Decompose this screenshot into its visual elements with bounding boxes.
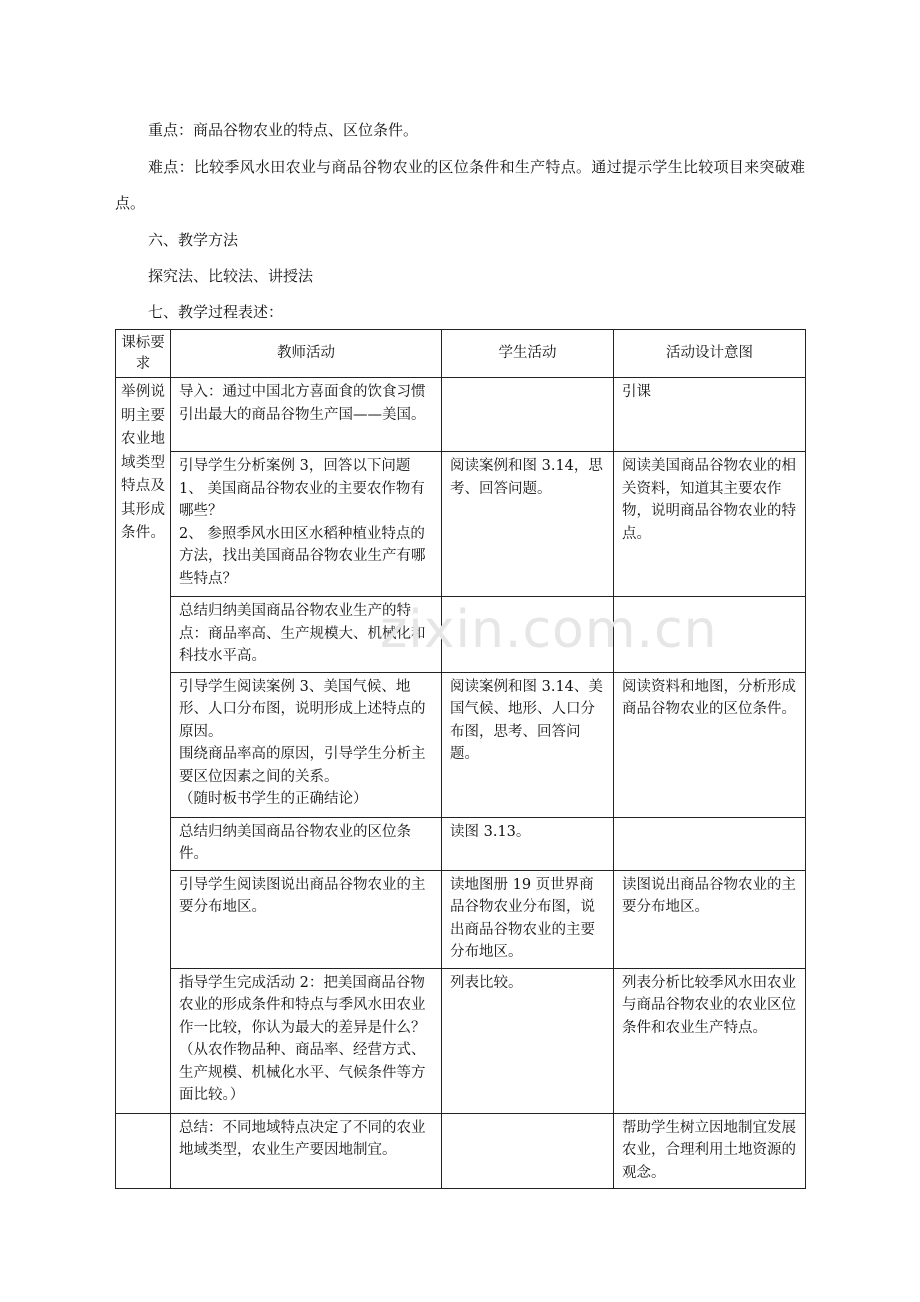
teacher-activity-line: 2、 参照季风水田区水稻种植业特点的方法，找出美国商品谷物农业生产有哪些特点？ [179,525,426,587]
watermark-text: zixin.com.cn [380,600,718,660]
header-design-intent: 活动设计意图 [614,330,806,378]
table-row [116,378,806,452]
table-row [116,597,806,673]
design-intent-cell: 帮助学生树立因地制宜发展农业，合理利用土地资源的观念。 [614,1113,806,1189]
methods-paragraph: 探究法、比较法、讲授法 [148,267,314,285]
teacher-activity-cell: 导入：通过中国北方喜面食的饮食习惯引出最大的商品谷物生产国——美国。 [171,378,442,452]
design-intent-cell [614,817,806,870]
teacher-activity-line: 围绕商品率高的原因，引导学生分析主要区位因素之间的关系。 [179,746,426,785]
table-summary-row [116,1113,806,1189]
table-row [116,672,806,817]
curriculum-requirement-cell: 举例说明主要农业地域类型特点及其形成条件。 [116,378,171,1114]
design-intent-cell: 读图说出商品谷物农业的主要分布地区。 [614,870,806,968]
student-activity-cell: 列表比较。 [442,968,614,1113]
student-activity-cell [442,597,614,673]
student-activity-cell: 阅读案例和图 3.14，思考、回答问题。 [442,452,614,597]
student-activity-cell [442,378,614,452]
design-intent-cell: 阅读资料和地图，分析形成商品谷物农业的区位条件。 [614,672,806,817]
design-intent-cell: 引课 [614,378,806,452]
teacher-activity-cell: 总结：不同地域特点决定了不同的农业地域类型，农业生产要因地制宜。 [171,1113,442,1189]
teacher-activity-line: 1、 美国商品谷物农业的主要农作物有哪些？ [179,480,425,519]
lesson-process-table [115,329,806,1189]
teacher-activity-line: 引导学生阅读案例 3、美国气候、地形、人口分布图，说明形成上述特点的原因。 [179,678,426,740]
table-row [116,968,806,1113]
design-intent-cell: 列表分析比较季风水田农业与商品谷物农业的农业区位条件和农业生产特点。 [614,968,806,1113]
student-activity-cell: 读地图册 19 页世界商品谷物农业分布图，说出商品谷物农业的主要分布地区。 [442,870,614,968]
teacher-activity-cell [171,672,442,817]
table-row [116,452,806,597]
student-activity-cell: 读图 3.13。 [442,817,614,870]
design-intent-cell: 阅读美国商品谷物农业的相关资料，知道其主要农作物，说明商品谷物农业的特点。 [614,452,806,597]
teacher-activity-cell: 指导学生完成活动 2：把美国商品谷物农业的形成条件和特点与季风水田农业作一比较，你认为最大的差异是什么？（从农作物品种、商品率、经营方式、生产规模、机械化水平、气候条件等方面比较。） [171,968,442,1113]
header-teacher-activity: 教师活动 [171,330,442,378]
difficulty-paragraph: 难点：比较季风水田农业与商品谷物农业的区位条件和生产特点。通过提示学生比较项目来突破难点。 [115,158,805,212]
teacher-activity-line: 引导学生分析案例 3，回答以下问题 [179,458,411,474]
header-curriculum-requirement: 课标要求 [116,330,171,378]
section6-title: 六、教学方法 [148,231,239,249]
teacher-activity-line: （随时板书学生的正确结论） [179,791,368,807]
table-header-row [116,330,806,378]
header-student-activity: 学生活动 [442,330,614,378]
teacher-activity-cell [171,452,442,597]
table-row [116,870,806,968]
student-activity-cell [442,1113,614,1189]
design-intent-cell [614,597,806,673]
teacher-activity-cell: 总结归纳美国商品谷物农业的区位条件。 [171,817,442,870]
key-point-paragraph: 重点：商品谷物农业的特点、区位条件。 [148,121,419,139]
table-row [116,817,806,870]
section7-title: 七、教学过程表述： [148,303,284,321]
curriculum-requirement-cell [116,1113,171,1189]
teacher-activity-cell: 总结归纳美国商品谷物农业生产的特点：商品率高、生产规模大、机械化和科技水平高。 [171,597,442,673]
student-activity-cell: 阅读案例和图 3.14、美国气候、地形、人口分布图，思考、回答问题。 [442,672,614,817]
teacher-activity-cell: 引导学生阅读图说出商品谷物农业的主要分布地区。 [171,870,442,968]
